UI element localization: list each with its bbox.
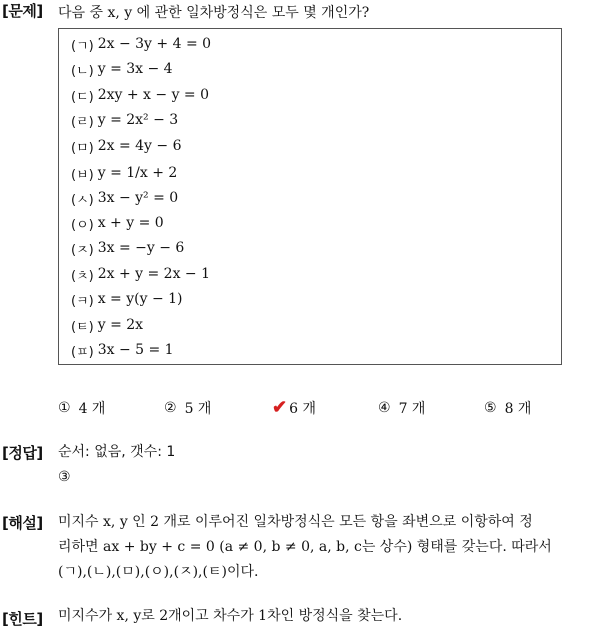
equation-item: (ㅇ) x + y = 0 — [71, 215, 164, 233]
equation-item: (ㅂ) y = 1/x + 2 — [71, 165, 178, 183]
answer-meta: 순서: 없음, 갯수: 1 — [58, 444, 176, 460]
question-tag: [문제] — [2, 2, 43, 20]
choice-1[interactable]: ① 4 개 — [58, 400, 106, 417]
equation-item: (ㅍ) 3x − 5 = 1 — [71, 342, 174, 360]
equation-item: (ㄷ) 2xy + x − y = 0 — [71, 87, 210, 105]
equation-item: (ㅋ) x = y(y − 1) — [71, 291, 183, 309]
answer-tag: [정답] — [2, 444, 43, 462]
equation-item: (ㅅ) 3x − y² = 0 — [71, 190, 179, 208]
explanation-tag: [해설] — [2, 514, 43, 532]
hint-text: 미지수가 x, y로 2개이고 차수가 1차인 방정식을 찾는다. — [58, 608, 403, 624]
equation-item: (ㄹ) y = 2x² − 3 — [71, 112, 179, 130]
equation-item: (ㅈ) 3x = −y − 6 — [71, 240, 185, 258]
equation-item: (ㅁ) 2x = 4y − 6 — [71, 138, 182, 156]
choice-5[interactable]: ⑤ 8 개 — [484, 400, 532, 417]
equation-item: (ㄴ) y = 3x − 4 — [71, 61, 173, 79]
equation-item: (ㅌ) y = 2x — [71, 317, 144, 335]
hint-section — [0, 608, 590, 628]
choice-4[interactable]: ④ 7 개 — [378, 400, 426, 417]
check-mark-icon: ✔ — [272, 397, 288, 418]
equation-box — [58, 28, 562, 365]
explanation-line: (ㄱ),(ㄴ),(ㅁ),(ㅇ),(ㅈ),(ㅌ)이다. — [58, 564, 259, 580]
explanation-line: 리하면 ax + by + c = 0 (a ≠ 0, b ≠ 0, a, b, c는 상수) 형태를 갖는다. 따라서 — [58, 539, 552, 555]
hint-tag: [힌트] — [2, 610, 43, 628]
answer-choices — [0, 398, 590, 418]
equation-item: (ㅊ) 2x + y = 2x − 1 — [71, 266, 211, 284]
answer-section — [0, 442, 590, 492]
answer-value: ③ — [58, 469, 71, 485]
explanation-line: 미지수 x, y 인 2 개로 이루어진 일차방정식은 모든 항을 좌변으로 이항하여 정 — [58, 514, 533, 530]
explanation-section — [0, 512, 590, 592]
choice-3[interactable]: ✔ 6 개 — [272, 397, 316, 418]
question-text: 다음 중 x, y 에 관한 일차방정식은 모두 몇 개인가? — [58, 5, 370, 21]
equation-item: (ㄱ) 2x − 3y + 4 = 0 — [71, 36, 212, 54]
choice-2[interactable]: ② 5 개 — [164, 400, 212, 417]
